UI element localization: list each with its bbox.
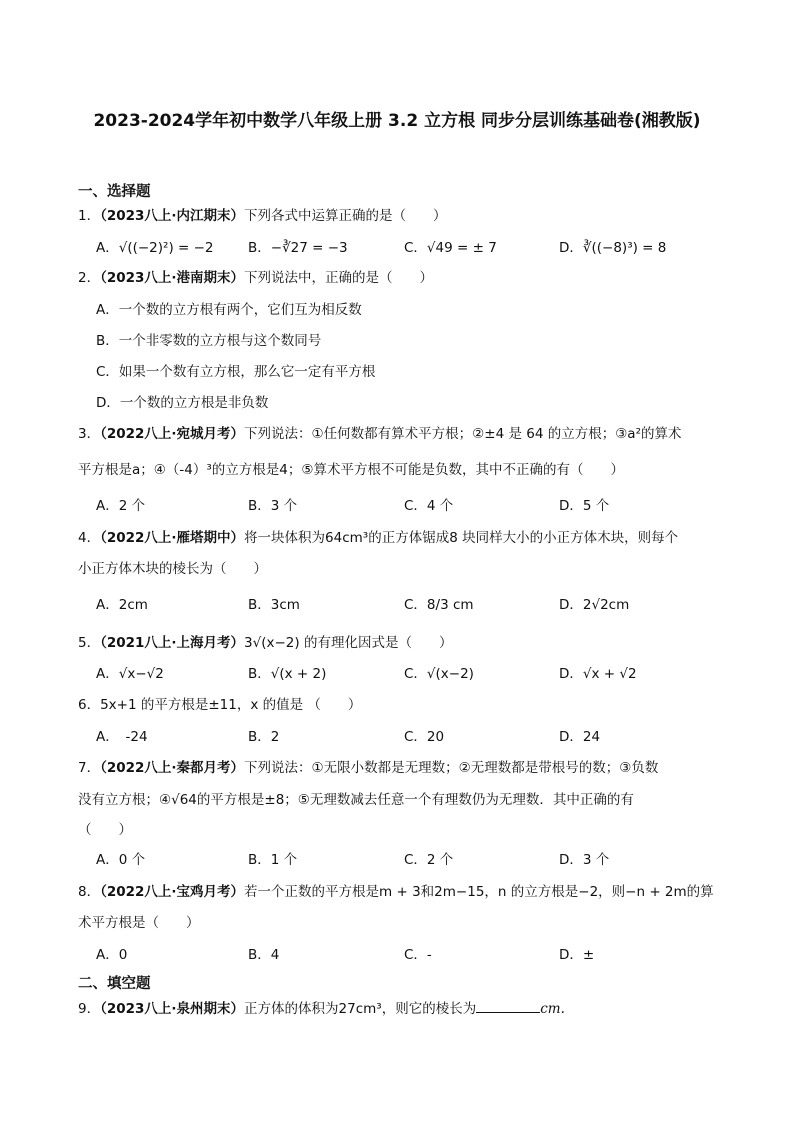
- question-source: （2021八上·上海月考）: [100, 635, 245, 651]
- q7-option-c: C．2 个: [404, 852, 454, 868]
- question-stem: 下列说法：①无限小数都是无理数；②无理数都是带根号的数；③负数: [244, 760, 659, 776]
- q1-option-c: C．√49 = ± 7: [404, 240, 497, 256]
- question-7-cont: 没有立方根；④√64的平方根是±8；⑤无理数减去任意一个有理数仍为无理数．其中正确的有: [78, 792, 634, 808]
- q3-option-c: C．4 个: [404, 498, 454, 514]
- answer-blank[interactable]: [476, 1000, 540, 1013]
- question-source: （2022八上·雁塔期中）: [100, 530, 245, 546]
- question-number: 7．: [78, 760, 101, 776]
- question-2: [78, 270, 433, 286]
- section-heading-choice: 一、选择题: [78, 184, 151, 200]
- q3-option-b: B．3 个: [248, 498, 298, 514]
- q7-option-d: D．3 个: [559, 852, 610, 868]
- q7-option-b: B．1 个: [248, 852, 298, 868]
- question-6: [78, 697, 361, 713]
- question-stem: 5x+1 的平方根是±11，x 的值是 （ ）: [100, 697, 362, 713]
- question-3-cont: 平方根是a；④（-4）³的立方根是4；⑤算术平方根不可能是负数，其中不正确的有（ ）: [78, 462, 624, 478]
- question-8-cont: 术平方根是（ ）: [78, 915, 200, 931]
- q3-option-a: A．2 个: [96, 498, 146, 514]
- question-number: 3．: [78, 426, 101, 442]
- question-7-cont2: （ ）: [78, 822, 132, 838]
- q6-option-b: B．2: [248, 729, 280, 745]
- question-9: [78, 1000, 565, 1017]
- question-8: [78, 884, 714, 900]
- section-heading-fill: 二、填空题: [78, 976, 151, 992]
- q5-option-b: B．√(x + 2): [248, 666, 327, 682]
- q4-option-b: B．3cm: [248, 597, 300, 613]
- page-title: 2023-2024学年初中数学八年级上册 3.2 立方根 同步分层训练基础卷(湘教版): [93, 111, 701, 131]
- question-number: 5．: [78, 635, 101, 651]
- q1-option-b: B．−∛27 = −3: [248, 240, 348, 256]
- question-source: （2023八上·港南期末）: [100, 270, 245, 286]
- question-1: [78, 208, 447, 224]
- question-stem: 下列说法：①任何数都有算术平方根；②±4 是 64 的立方根；③a²的算术: [244, 426, 682, 442]
- q1-option-a: A．√((−2)²) = −2: [96, 240, 214, 256]
- q2-option-a: A．一个数的立方根有两个，它们互为相反数: [96, 302, 362, 318]
- q4-option-c: C．8/3 cm: [404, 597, 474, 613]
- question-3: [78, 426, 682, 442]
- question-stem: 若一个正数的平方根是m + 3和2m−15，n 的立方根是−2，则−n + 2m的算: [244, 884, 714, 900]
- q5-option-c: C．√(x−2): [404, 666, 474, 682]
- question-source: （2023八上·内江期末）: [100, 208, 245, 224]
- question-number: 9．: [78, 1001, 101, 1017]
- unit-label: cm.: [540, 1001, 565, 1017]
- q6-option-d: D．24: [559, 729, 601, 745]
- q4-option-a: A．2cm: [96, 597, 148, 613]
- q5-option-a: A．√x−√2: [96, 666, 164, 682]
- question-stem: 下列说法中，正确的是（ ）: [244, 270, 434, 286]
- q6-option-a: A． -24: [96, 729, 148, 745]
- question-stem: 正方体的体积为27cm³，则它的棱长为: [244, 1001, 477, 1017]
- question-number: 2．: [78, 270, 101, 286]
- q8-option-b: B．4: [248, 947, 280, 963]
- question-number: 1．: [78, 208, 101, 224]
- q8-option-c: C．-: [404, 947, 432, 963]
- question-number: 8．: [78, 884, 101, 900]
- q2-option-d: D．一个数的立方根是非负数: [96, 395, 269, 411]
- question-source: （2022八上·宛城月考）: [100, 426, 245, 442]
- question-source: （2022八上·宝鸡月考）: [100, 884, 245, 900]
- q8-option-a: A．0: [96, 947, 128, 963]
- q5-option-d: D．√x + √2: [559, 666, 637, 682]
- q6-option-c: C．20: [404, 729, 445, 745]
- question-7: [78, 760, 658, 776]
- q8-option-d: D．±: [559, 947, 595, 963]
- question-stem: 下列各式中运算正确的是（ ）: [244, 208, 447, 224]
- question-stem: 将一块体积为64cm³的正方体锯成8 块同样大小的小正方体木块，则每个: [244, 530, 679, 546]
- q2-option-c: C．如果一个数有立方根，那么它一定有平方根: [96, 364, 376, 380]
- question-source: （2022八上·秦都月考）: [100, 760, 245, 776]
- q7-option-a: A．0 个: [96, 852, 146, 868]
- question-number: 4．: [78, 530, 101, 546]
- q1-option-d: D．∛((−8)³) = 8: [559, 240, 667, 256]
- question-5: [78, 635, 452, 651]
- question-4: [78, 530, 678, 546]
- question-stem: 3√(x−2) 的有理化因式是（ ）: [244, 635, 453, 651]
- question-source: （2023八上·泉州期末）: [100, 1001, 245, 1017]
- q2-option-b: B．一个非零数的立方根与这个数同号: [96, 333, 322, 349]
- q3-option-d: D．5 个: [559, 498, 610, 514]
- question-number: 6．: [78, 697, 101, 713]
- question-4-cont: 小正方体木块的棱长为（ ）: [78, 561, 267, 577]
- q4-option-d: D．2√2cm: [559, 597, 630, 613]
